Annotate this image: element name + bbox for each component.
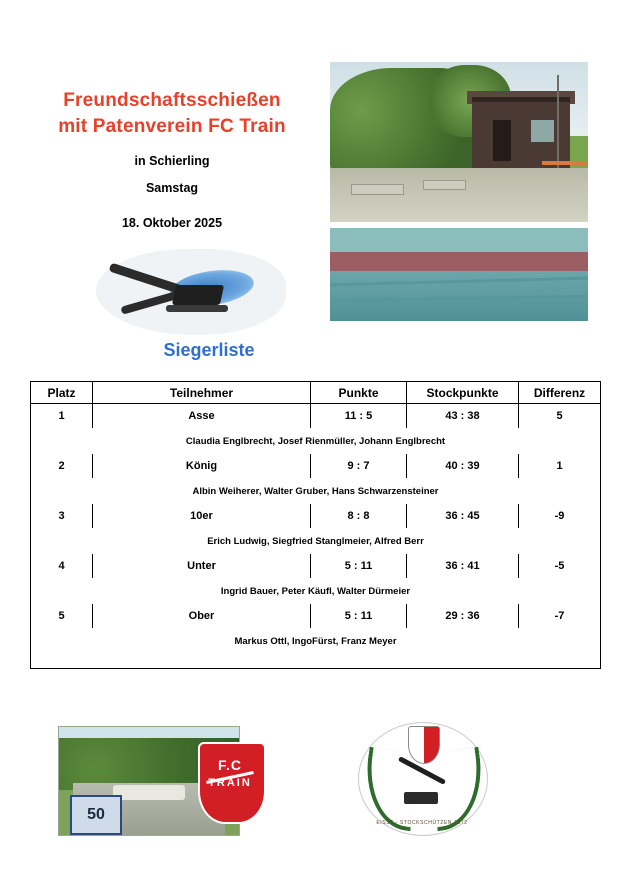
results-heading: Siegerliste bbox=[163, 340, 255, 360]
stockschuetzen-club-logo bbox=[352, 716, 492, 844]
table-row-members bbox=[31, 428, 601, 454]
eisstock-illustration bbox=[78, 245, 293, 340]
photo-hut-window bbox=[531, 120, 554, 142]
results-table bbox=[30, 381, 601, 669]
cell-team: 10er bbox=[93, 504, 311, 528]
cell-members: Albin Weiherer, Walter Gruber, Hans Schwarzensteiner bbox=[31, 478, 601, 504]
event-location: in Schierling bbox=[134, 154, 210, 168]
table-row bbox=[31, 454, 601, 478]
cell-stockpunkte: 40 : 39 bbox=[407, 454, 519, 478]
event-day: Samstag bbox=[145, 181, 199, 195]
cell-platz: 4 bbox=[31, 554, 93, 578]
speed-limit-sign: 50 bbox=[70, 795, 122, 835]
cell-platz: 2 bbox=[31, 454, 93, 478]
header-block bbox=[22, 88, 322, 232]
table-bottom-filler bbox=[31, 654, 601, 669]
logo-shield-icon bbox=[408, 726, 440, 764]
cell-stockpunkte: 36 : 41 bbox=[407, 554, 519, 578]
cell-stockpunkte: 29 : 36 bbox=[407, 604, 519, 628]
table-row bbox=[31, 604, 601, 628]
crest-label-train: TRAIN bbox=[208, 777, 252, 789]
cell-platz: 5 bbox=[31, 604, 93, 628]
column-header-stockpunkte: Stockpunkte bbox=[407, 382, 519, 404]
cell-team: König bbox=[93, 454, 311, 478]
cell-platz: 1 bbox=[31, 404, 93, 429]
cell-stockpunkte: 36 : 45 bbox=[407, 504, 519, 528]
photo-pole bbox=[557, 75, 559, 174]
logo-caption: EISST - STOCKSCHÜTZEN 1972 bbox=[376, 820, 468, 826]
event-date: 18. Oktober 2025 bbox=[121, 216, 223, 230]
cell-members: Erich Ludwig, Siegfried Stanglmeier, Alfred Berr bbox=[31, 528, 601, 554]
table-row bbox=[31, 504, 601, 528]
eisstock-base-icon bbox=[166, 305, 228, 312]
road-photo-building bbox=[113, 785, 185, 800]
logo-eisstock-body-icon bbox=[404, 792, 438, 804]
cell-punkte: 5 : 11 bbox=[311, 554, 407, 578]
cell-punkte: 11 : 5 bbox=[311, 404, 407, 429]
table-header-row bbox=[31, 382, 601, 404]
table-row-members bbox=[31, 528, 601, 554]
cell-punkte: 8 : 8 bbox=[311, 504, 407, 528]
cell-platz: 3 bbox=[31, 504, 93, 528]
column-header-teilnehmer: Teilnehmer bbox=[93, 382, 311, 404]
cell-team: Asse bbox=[93, 404, 311, 429]
crest-label bbox=[198, 756, 262, 792]
table-row-members bbox=[31, 628, 601, 654]
stock-lane-photo bbox=[330, 228, 588, 321]
table-row bbox=[31, 554, 601, 578]
cell-stockpunkte: 43 : 38 bbox=[407, 404, 519, 429]
lane-photo-border bbox=[330, 252, 588, 272]
clubhouse-photo bbox=[330, 62, 588, 222]
results-table-wrapper bbox=[30, 381, 600, 669]
cell-differenz: 1 bbox=[519, 454, 601, 478]
cell-members: Ingrid Bauer, Peter Käufl, Walter Dürmeier bbox=[31, 578, 601, 604]
cell-punkte: 9 : 7 bbox=[311, 454, 407, 478]
column-header-platz: Platz bbox=[31, 382, 93, 404]
cell-team: Ober bbox=[93, 604, 311, 628]
column-header-punkte: Punkte bbox=[311, 382, 407, 404]
cell-differenz: -5 bbox=[519, 554, 601, 578]
cell-differenz: -7 bbox=[519, 604, 601, 628]
photo-rail bbox=[542, 161, 588, 165]
cell-team: Unter bbox=[93, 554, 311, 578]
cell-differenz: -9 bbox=[519, 504, 601, 528]
eisstock-body-icon bbox=[172, 285, 224, 305]
table-bottom-cell bbox=[31, 654, 601, 669]
table-row bbox=[31, 404, 601, 429]
cell-members: Claudia Englbrecht, Josef Rienmüller, Johann Englbrecht bbox=[31, 428, 601, 454]
cell-differenz: 5 bbox=[519, 404, 601, 429]
column-header-differenz: Differenz bbox=[519, 382, 601, 404]
cell-punkte: 5 : 11 bbox=[311, 604, 407, 628]
cell-members: Markus Ottl, IngoFürst, Franz Meyer bbox=[31, 628, 601, 654]
photo-hut-door bbox=[493, 120, 511, 162]
event-title-line-1: Freundschaftsschießen bbox=[63, 90, 281, 111]
crest-label-fc: F.C bbox=[218, 757, 242, 773]
table-row-members bbox=[31, 578, 601, 604]
fc-train-crest bbox=[198, 742, 262, 828]
table-row-members bbox=[31, 478, 601, 504]
photo-bench-second bbox=[423, 180, 466, 190]
photo-bench bbox=[351, 184, 405, 196]
event-title-line-2: mit Patenverein FC Train bbox=[58, 116, 286, 137]
